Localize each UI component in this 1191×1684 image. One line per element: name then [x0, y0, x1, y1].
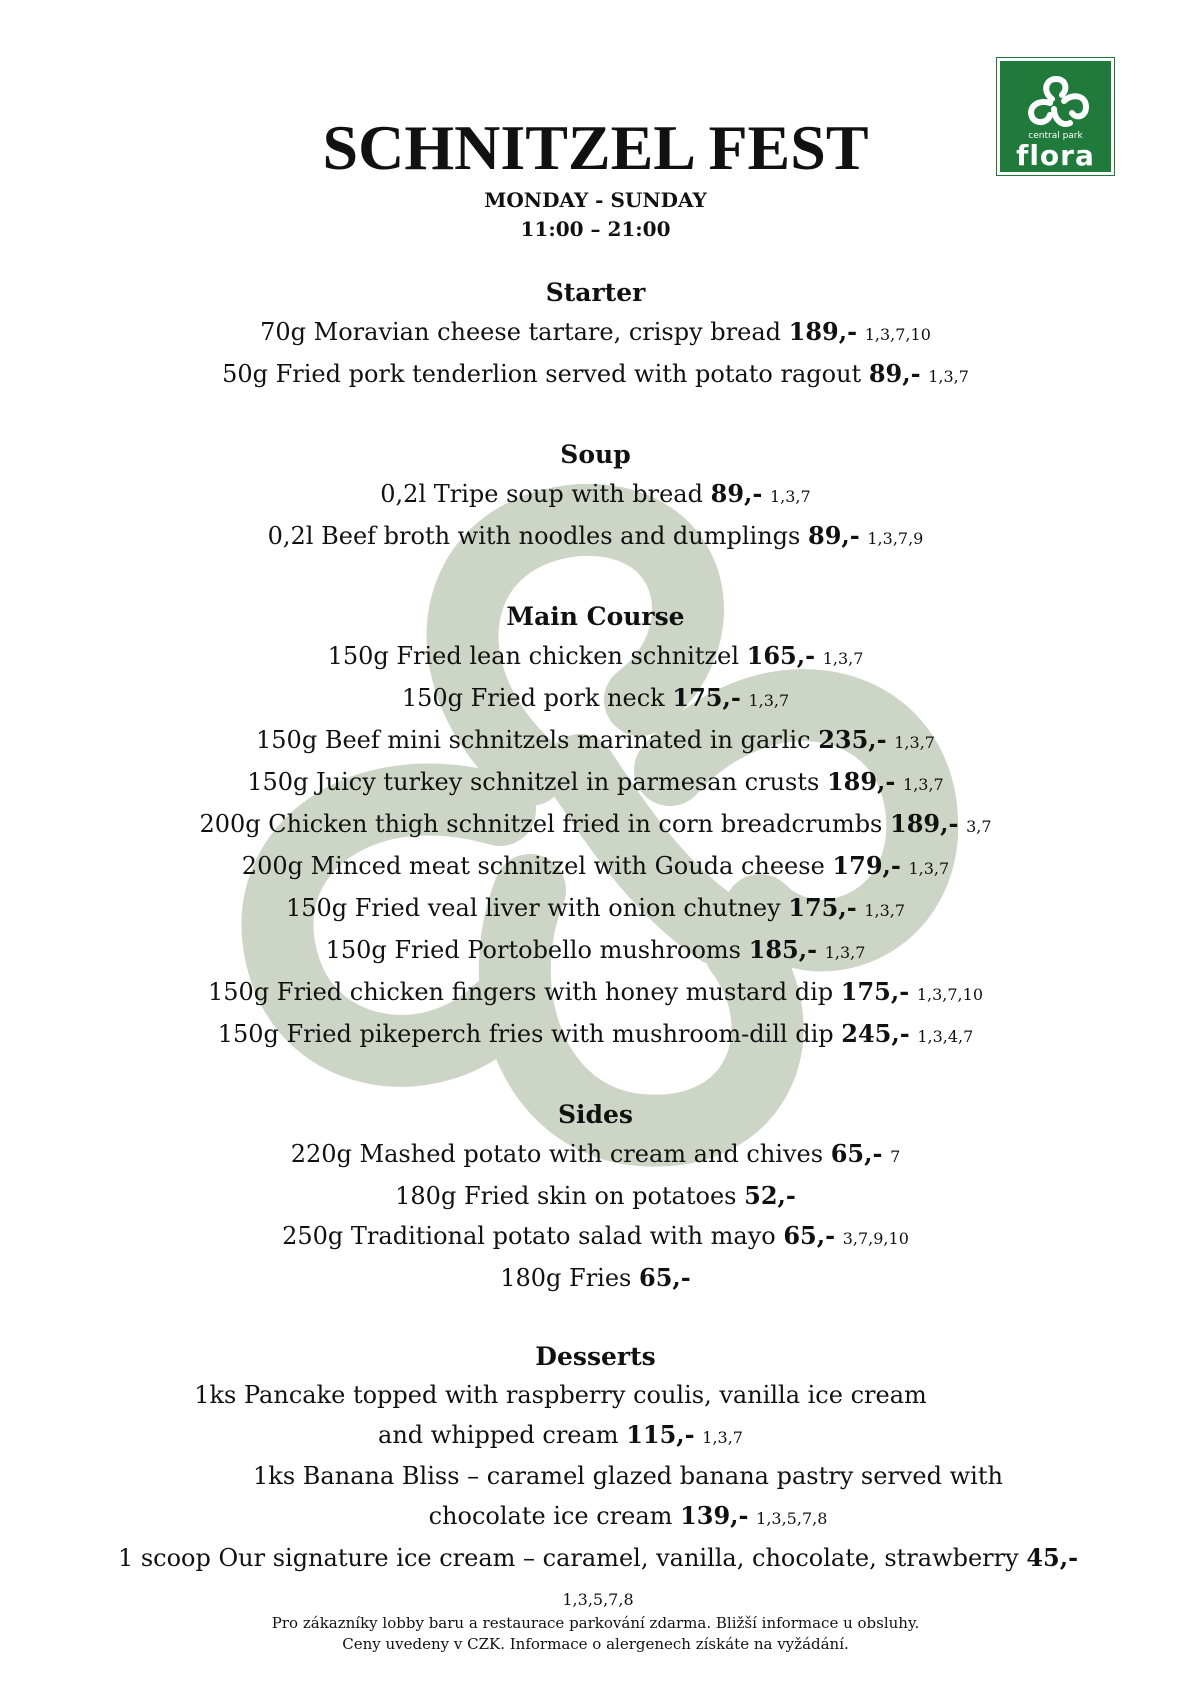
item-name: 180g Fried skin on potatoes	[395, 1182, 737, 1210]
item-name: 250g Traditional potato salad with mayo	[282, 1222, 776, 1250]
item-name: 200g Chicken thigh schnitzel fried in corn breadcrumbs	[199, 810, 883, 838]
menu-item	[0, 762, 1191, 804]
item-name: 1ks Banana Bliss – caramel glazed banana pastry served with chocolate ice cream	[253, 1462, 1003, 1530]
section-title: Sides	[557, 1100, 633, 1129]
item-price: 189,-	[890, 809, 959, 838]
menu-item	[0, 888, 1191, 930]
menu-item	[0, 474, 1191, 516]
menu-item	[0, 1176, 1191, 1216]
menu-item	[0, 312, 1191, 354]
menu-item	[0, 636, 1191, 678]
menu-item	[0, 972, 1191, 1014]
item-name: 150g Beef mini schnitzels marinated in garlic	[256, 726, 811, 754]
item-name: 50g Fried pork tenderlion served with potato ragout	[222, 360, 862, 388]
section-sides	[0, 1095, 1191, 1298]
item-price: 45,-	[1026, 1543, 1079, 1572]
item-price: 65,-	[830, 1139, 883, 1168]
menu-item	[0, 930, 1191, 972]
item-allergens: 1,3,7	[702, 1428, 743, 1447]
menu-item	[0, 1376, 1191, 1457]
menu-list	[0, 273, 1191, 1658]
item-price: 65,-	[639, 1263, 691, 1292]
item-allergens: 1,3,7	[824, 943, 866, 962]
logo-small-text: central park	[1028, 131, 1083, 141]
section-desserts	[0, 1337, 1191, 1619]
item-price: 175,-	[788, 893, 857, 922]
item-price: 189,-	[826, 767, 896, 796]
footer-line-parking: Pro zákazníky lobby baru a restaurace parkování zdarma. Bližší informace u obsluhy.	[271, 1614, 920, 1632]
flora-logo	[997, 58, 1114, 175]
item-name: 1ks Pancake topped with raspberry coulis, vanilla ice cream and whipped cream	[194, 1381, 927, 1449]
menu-item	[0, 354, 1191, 396]
item-name: 150g Fried veal liver with onion chutney	[285, 894, 781, 922]
item-price: 235,-	[818, 725, 887, 754]
menu-item	[0, 516, 1191, 558]
item-price: 165,-	[746, 641, 816, 670]
item-allergens: 3,7	[966, 817, 992, 836]
menu-item	[0, 1258, 1191, 1298]
item-price: 185,-	[748, 935, 818, 964]
item-allergens: 1,3,5,7,8	[562, 1590, 634, 1609]
menu-item	[0, 1216, 1191, 1258]
item-price: 139,-	[680, 1501, 749, 1530]
item-name: 0,2l Beef broth with noodles and dumplings	[267, 522, 801, 550]
item-allergens: 1,3,7	[748, 691, 790, 710]
section-title: Starter	[545, 278, 646, 307]
item-name: 1 scoop Our signature ice cream – caramel, vanilla, chocolate, strawberry	[117, 1544, 1019, 1572]
item-name: 150g Fried lean chicken schnitzel	[327, 642, 739, 670]
item-price: 245,-	[841, 1019, 910, 1048]
item-allergens: 1,3,7,9	[867, 529, 924, 548]
item-price: 115,-	[626, 1420, 695, 1449]
item-allergens: 1,3,7	[903, 775, 944, 794]
item-name: 150g Juicy turkey schnitzel in parmesan crusts	[247, 768, 820, 796]
menu-item	[0, 1134, 1191, 1176]
opening-days: MONDAY - SUNDAY	[484, 188, 707, 212]
item-price: 52,-	[744, 1181, 796, 1210]
section-title: Main Course	[506, 602, 685, 631]
item-name: 150g Fried chicken fingers with honey mustard dip	[207, 978, 834, 1006]
logo-big-text: flora	[1016, 139, 1095, 172]
item-name: 0,2l Tripe soup with bread	[380, 480, 703, 508]
opening-info	[0, 186, 1191, 244]
flora-flower-icon	[1022, 75, 1094, 131]
section-title: Desserts	[535, 1342, 656, 1371]
item-allergens: 1,3,7	[908, 859, 950, 878]
footer-note	[0, 1613, 1191, 1655]
item-allergens: 1,3,7	[864, 901, 906, 920]
section-soup	[0, 435, 1191, 558]
item-name: 150g Fried pikeperch fries with mushroom-dill dip	[217, 1020, 834, 1048]
item-price: 179,-	[832, 851, 901, 880]
menu-item	[0, 1538, 1191, 1619]
item-price: 89,-	[710, 479, 763, 508]
footer-line-prices: Ceny uvedeny v CZK. Informace o alergenech získáte na vyžádání.	[342, 1635, 849, 1653]
item-allergens: 1,3,7	[769, 487, 811, 506]
item-allergens: 1,3,7	[894, 733, 935, 752]
section-title: Soup	[560, 440, 631, 469]
menu-item	[0, 1014, 1191, 1056]
page-title: SCHNITZEL FEST	[322, 112, 869, 183]
menu-item	[0, 720, 1191, 762]
item-name: 220g Mashed potato with cream and chives	[290, 1140, 824, 1168]
item-price: 175,-	[672, 683, 741, 712]
item-price: 189,-	[788, 317, 858, 346]
item-allergens: 1,3,4,7	[917, 1027, 974, 1046]
item-allergens: 3,7,9,10	[842, 1229, 909, 1248]
item-name: 150g Fried pork neck	[401, 684, 665, 712]
item-price: 89,-	[868, 359, 921, 388]
item-allergens: 1,3,5,7,8	[756, 1509, 828, 1528]
item-allergens: 1,3,7,10	[864, 325, 931, 344]
item-price: 65,-	[783, 1221, 836, 1250]
section-starter	[0, 273, 1191, 396]
item-name: 180g Fries	[500, 1264, 632, 1292]
item-allergens: 1,3,7,10	[916, 985, 983, 1004]
item-price: 89,-	[808, 521, 860, 550]
section-main-course	[0, 597, 1191, 1056]
item-name: 70g Moravian cheese tartare, crispy bread	[260, 318, 782, 346]
menu-item	[0, 678, 1191, 720]
menu-item	[0, 846, 1191, 888]
item-name: 150g Fried Portobello mushrooms	[325, 936, 741, 964]
item-price: 175,-	[840, 977, 910, 1006]
menu-item	[0, 804, 1191, 846]
menu-item	[0, 1457, 1191, 1538]
item-allergens: 1,3,7	[928, 367, 969, 386]
opening-hours: 11:00 – 21:00	[520, 217, 671, 241]
item-name: 200g Minced meat schnitzel with Gouda cheese	[241, 852, 825, 880]
item-allergens: 7	[890, 1147, 901, 1166]
item-allergens: 1,3,7	[822, 649, 864, 668]
